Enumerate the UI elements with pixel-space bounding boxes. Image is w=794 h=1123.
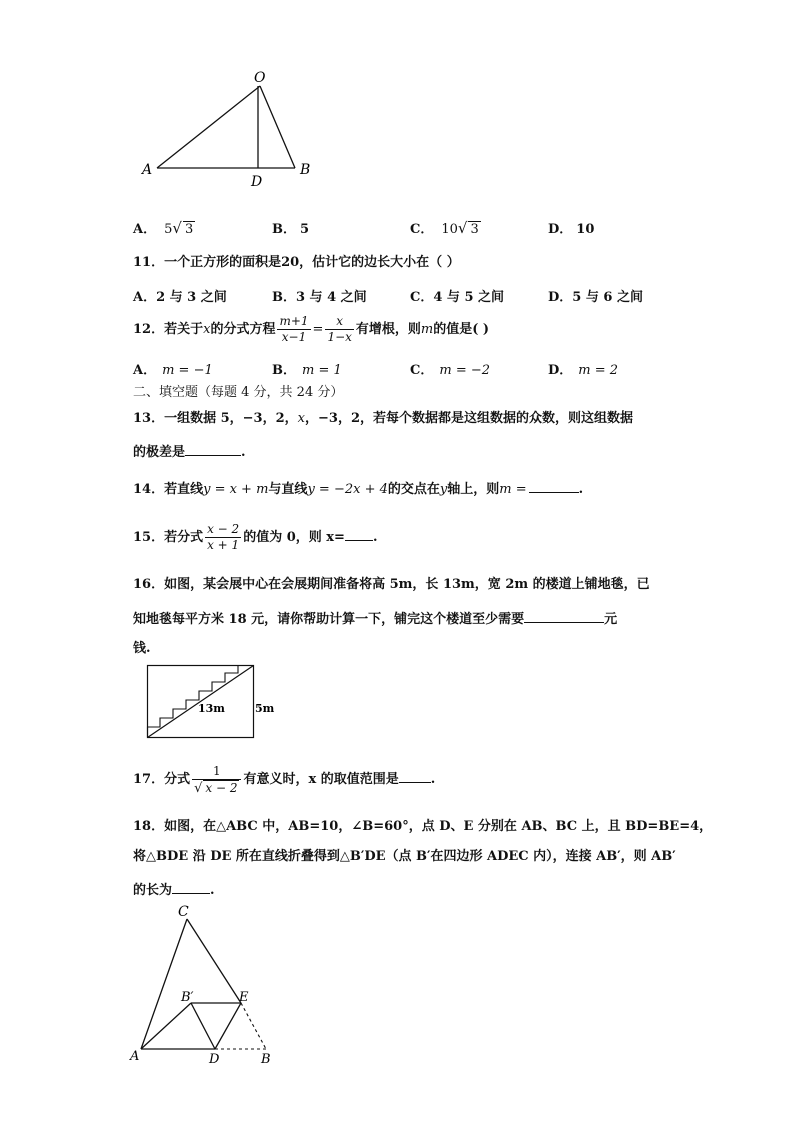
q11-option-a: A．2 与 3 之间 <box>133 290 227 305</box>
q18-line1: 18．如图，在△ABC 中，AB=10，∠B=60°，点 D、E 分别在 AB、BC 上，且 BD=BE=4， <box>133 819 713 834</box>
label-d: D <box>209 1052 220 1067</box>
q13-line1: 13．一组数据 5，−3，2，x，−3，2，若每个数据都是这组数据的众数，则这组数据 <box>133 411 633 426</box>
folded-triangle-figure <box>125 900 295 1070</box>
q11-option-d: D．5 与 6 之间 <box>548 290 643 305</box>
q10-option-d: D． 10 <box>548 222 595 237</box>
section-heading: 二、填空题（每题 4 分，共 24 分） <box>133 385 344 400</box>
q12-option-d: D． m = 2 <box>548 363 619 378</box>
label-b: B <box>261 1052 271 1067</box>
label-a: A <box>142 162 153 178</box>
q11-stem: 11．一个正方形的面积是20，估计它的边长大小在（ ） <box>133 255 460 270</box>
label-a: A <box>130 1049 140 1064</box>
q18-line3: 的长为 . <box>133 879 215 900</box>
q10-option-a: A． 5√ 3 <box>133 219 194 237</box>
q11-option-b: B．3 与 4 之间 <box>272 290 367 305</box>
label-d: D <box>251 174 263 190</box>
q12-stem: 12．若关于x的分式方程 $\frac{m+1}{x-1}$ = $\frac{x}{1-x}$ 有增根，则m的值是( ) <box>133 314 490 344</box>
triangle-aob-figure <box>135 70 325 195</box>
q10-option-b: B． 5 <box>272 222 310 237</box>
label-b-prime: B′ <box>181 990 194 1005</box>
q17-fraction: $\frac{1}{√ x - 2}$ <box>192 764 241 796</box>
q10-option-c: C． 10√ 3 <box>410 219 479 237</box>
q13-answer-blank[interactable] <box>185 441 241 456</box>
q14-stem: 14．若直线y = x + m与直线y = −2x + 4的交点在y轴上，则m = . <box>133 478 583 499</box>
height-label: 5m <box>255 702 275 715</box>
label-c: C <box>178 904 189 920</box>
staircase-figure <box>145 660 280 742</box>
q17-answer-blank[interactable] <box>399 768 431 783</box>
label-o: O <box>254 70 266 86</box>
slope-length-label: 13m <box>198 702 225 715</box>
q12-option-a: A． m = −1 <box>133 363 213 378</box>
q17-stem: 17．分式 $\frac{1}{√ x - 2}$ 有意义时，x 的取值范围是 . <box>133 763 436 796</box>
q12-fraction-1: $\frac{m+1}{x-1}$ <box>279 314 309 344</box>
q15-answer-blank[interactable] <box>345 526 373 541</box>
q14-answer-blank[interactable] <box>529 478 579 493</box>
q16-line2: 知地毯每平方米 18 元，请你帮助计算一下，铺完这个楼道至少需要 元 <box>133 608 617 629</box>
q13-line2: 的极差是 . <box>133 441 246 462</box>
label-e: E <box>239 990 249 1005</box>
q12-fraction-2: $\frac{x}{1-x}$ <box>327 314 352 344</box>
q18-line2: 将△BDE 沿 DE 所在直线折叠得到△B′DE（点 B′在四边形 ADEC 内），连接 AB′，则 AB′ <box>133 849 676 864</box>
q16-answer-blank[interactable] <box>524 608 604 623</box>
q12-option-c: C． m = −2 <box>410 363 491 378</box>
q12-option-b: B． m = 1 <box>272 363 342 378</box>
q18-answer-blank[interactable] <box>172 879 210 894</box>
q16-line1: 16．如图，某会展中心在会展期间准备将高 5m，长 13m，宽 2m 的楼道上铺地毯，已 <box>133 577 650 592</box>
label-b: B <box>300 162 311 178</box>
q11-option-c: C．4 与 5 之间 <box>410 290 505 305</box>
q15-fraction: $\frac{x - 2}{x + 1}$ <box>207 522 240 552</box>
q15-stem: 15．若分式 $\frac{x - 2}{x + 1}$ 的值为 0，则 x= . <box>133 522 378 552</box>
q16-line3: 钱. <box>133 641 151 656</box>
